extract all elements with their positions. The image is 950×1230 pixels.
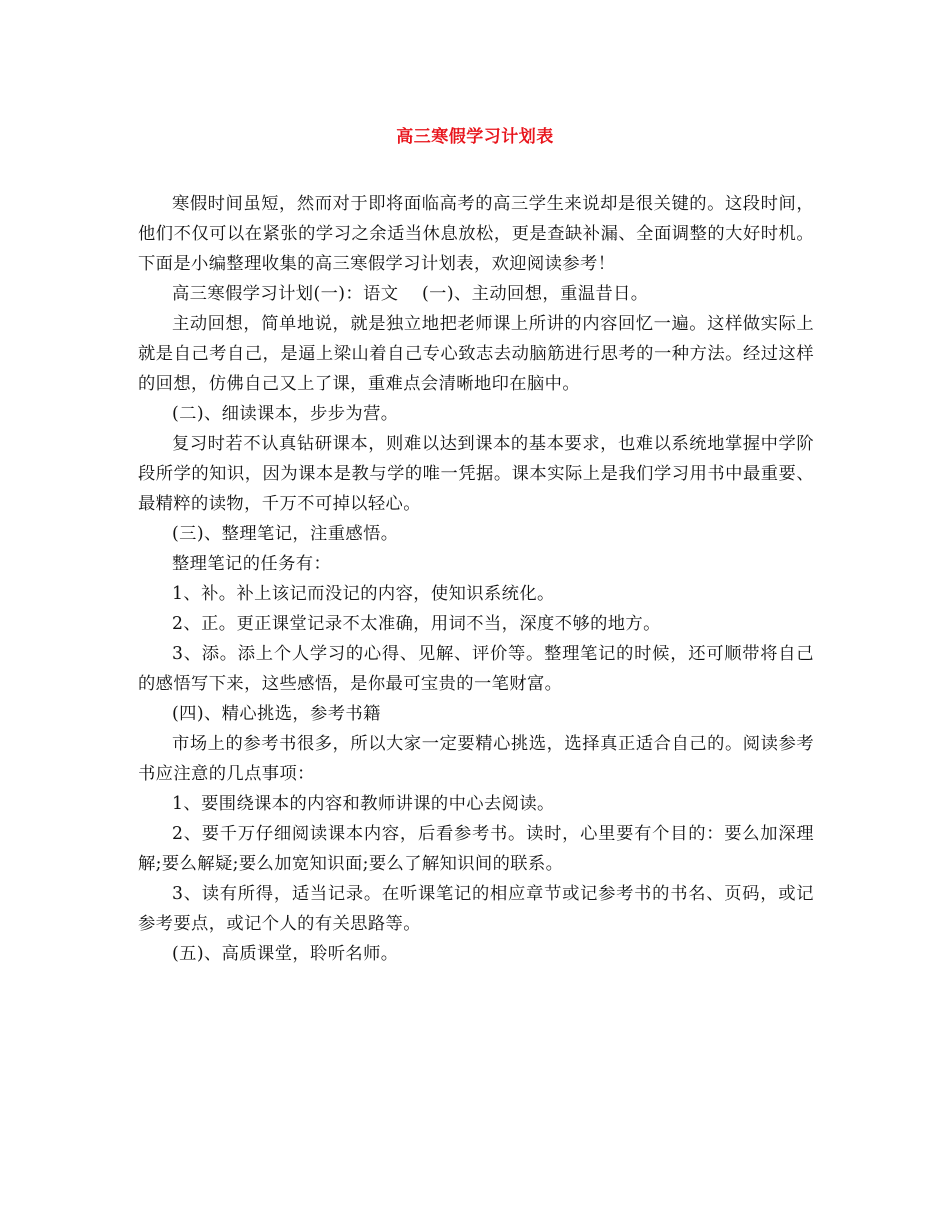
section-heading-5: (五)、高质课堂，聆听名师。 bbox=[172, 944, 399, 964]
paragraph-recall: 主动回想，简单地说，就是独立地把老师课上所讲的内容回忆一遍。这样做实际上就是自己考自己，是逼上梁山着自己专心致志去动脑筋进行思考的一种方法。经过这样的回想，仿佛自己又上了课，重难点会清晰地印在脑中。 bbox=[138, 314, 814, 394]
list-item-notes-3: 3、添。添上个人学习的心得、见解、评价等。整理笔记的时候，还可顺带将自己的感悟写下来，这些感悟，是你最可宝贵的一笔财富。 bbox=[138, 644, 814, 694]
section-heading-2: (二)、细读课本，步步为营。 bbox=[172, 404, 399, 424]
list-item-reading-3: 3、读有所得，适当记录。在听课笔记的相应章节或记参考书的书名、页码，或记参考要点，或记个人的有关思路等。 bbox=[138, 884, 814, 934]
section-heading-3: (三)、整理笔记，注重感悟。 bbox=[172, 524, 399, 544]
list-item-notes-1: 1、补。补上该记而没记的内容，使知识系统化。 bbox=[172, 584, 555, 604]
document-title: 高三寒假学习计划表 bbox=[396, 127, 554, 147]
list-item-reading-1: 1、要围绕课本的内容和教师讲课的中心去阅读。 bbox=[172, 794, 555, 814]
list-item-notes-2: 2、正。更正课堂记录不太准确，用词不当，深度不够的地方。 bbox=[172, 614, 661, 634]
paragraph-reference-books: 市场上的参考书很多，所以大家一定要精心挑选，选择真正适合自己的。阅读参考书应注意的几点事项： bbox=[138, 734, 814, 784]
paragraph-plan-heading: 高三寒假学习计划(一)：语文 (一)、主动回想，重温昔日。 bbox=[172, 284, 649, 304]
paragraph-intro: 寒假时间虽短，然而对于即将面临高考的高三学生来说却是很关键的。这段时间，他们不仅可以在紧张的学习之余适当休息放松，更是查缺补漏、全面调整的大好时机。下面是小编整理收集的高三寒假学习计划表，欢迎阅读参考！ bbox=[138, 194, 814, 274]
section-heading-4: (四)、精心挑选，参考书籍 bbox=[172, 704, 381, 724]
paragraph-textbook: 复习时若不认真钻研课本，则难以达到课本的基本要求，也难以系统地掌握中学阶段所学的知识，因为课本是教与学的唯一凭据。课本实际上是我们学习用书中最重要、最精粹的读物，千万不可掉以轻心。 bbox=[138, 434, 814, 514]
document-body bbox=[138, 189, 814, 969]
paragraph-notes-tasks: 整理笔记的任务有： bbox=[172, 554, 332, 574]
list-item-reading-2: 2、要千万仔细阅读课本内容，后看参考书。读时，心里要有个目的：要么加深理解;要么解疑;要么加宽知识面;要么了解知识间的联系。 bbox=[138, 824, 814, 874]
